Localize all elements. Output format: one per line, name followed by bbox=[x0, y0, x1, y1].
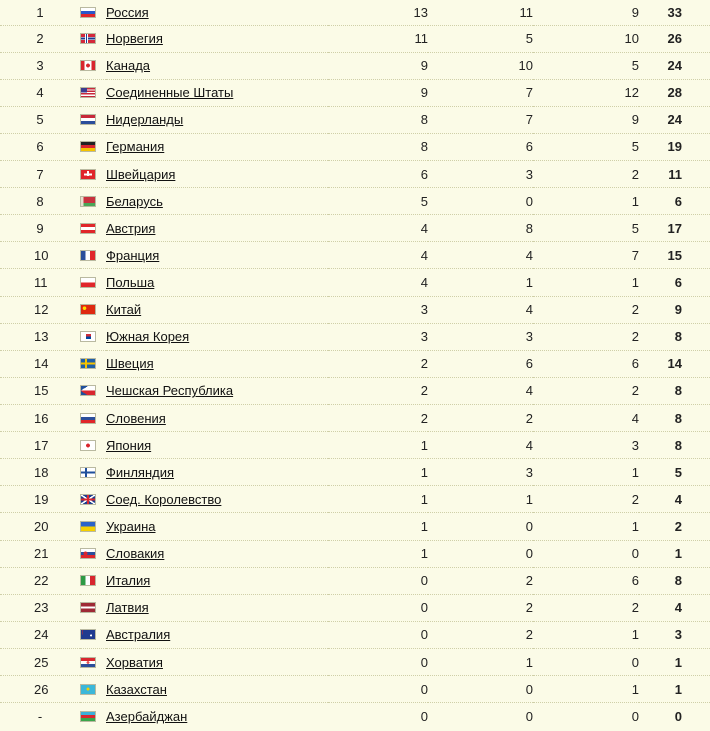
total-count: 3 bbox=[639, 621, 710, 648]
china-flag-icon bbox=[80, 304, 96, 315]
bronze-count: 0 bbox=[533, 703, 639, 730]
country-link[interactable]: Норвегия bbox=[106, 31, 163, 47]
country-cell bbox=[106, 405, 328, 432]
silver-count: 4 bbox=[428, 296, 533, 323]
sweden-flag-icon bbox=[80, 358, 96, 369]
bronze-count: 5 bbox=[533, 133, 639, 160]
bronze-count: 5 bbox=[533, 52, 639, 79]
rank-value: 14 bbox=[34, 356, 49, 372]
rank-cell bbox=[0, 432, 80, 459]
bronze-count: 1 bbox=[533, 459, 639, 486]
rank-cell bbox=[0, 649, 80, 676]
country-link[interactable]: Швейцария bbox=[106, 166, 176, 182]
silver-count: 3 bbox=[428, 161, 533, 188]
table-row bbox=[0, 133, 710, 160]
country-cell bbox=[106, 133, 328, 160]
country-link[interactable]: Австрия bbox=[106, 220, 156, 236]
total-count: 1 bbox=[639, 676, 710, 703]
rank-value: 5 bbox=[36, 112, 44, 128]
gold-count: 3 bbox=[328, 323, 428, 350]
country-cell bbox=[106, 161, 328, 188]
table-row bbox=[0, 25, 710, 52]
table-row bbox=[0, 377, 710, 404]
country-link[interactable]: Австралия bbox=[106, 627, 171, 643]
rank-value: 2 bbox=[36, 31, 44, 47]
bronze-count: 6 bbox=[533, 350, 639, 377]
rank-cell bbox=[0, 323, 80, 350]
rank-value: - bbox=[37, 709, 43, 725]
bronze-count: 2 bbox=[533, 161, 639, 188]
country-link[interactable]: Япония bbox=[106, 437, 152, 453]
table-row bbox=[0, 432, 710, 459]
rank-value: 16 bbox=[34, 410, 49, 426]
azerbaijan-flag-icon bbox=[80, 711, 96, 722]
gold-count: 1 bbox=[328, 540, 428, 567]
rank-cell bbox=[0, 486, 80, 513]
silver-count: 7 bbox=[428, 79, 533, 106]
country-link[interactable]: Канада bbox=[106, 58, 151, 74]
rank-value: 17 bbox=[34, 437, 49, 453]
silver-count: 0 bbox=[428, 540, 533, 567]
rank-value: 26 bbox=[34, 681, 49, 697]
flag-cell bbox=[80, 621, 106, 648]
silver-count: 1 bbox=[428, 486, 533, 513]
country-link[interactable]: Италия bbox=[106, 573, 151, 589]
country-link[interactable]: Нидерланды bbox=[106, 112, 184, 128]
flag-cell bbox=[80, 0, 106, 25]
gold-count: 13 bbox=[413, 4, 428, 20]
flag-cell bbox=[80, 215, 106, 242]
rank-cell bbox=[0, 0, 80, 25]
total-count: 0 bbox=[639, 703, 710, 730]
austria-flag-icon bbox=[80, 223, 96, 234]
total-count: 5 bbox=[639, 459, 710, 486]
silver-count: 0 bbox=[428, 188, 533, 215]
table-row bbox=[0, 269, 710, 296]
flag-cell bbox=[80, 296, 106, 323]
flag-cell bbox=[80, 106, 106, 133]
table-row bbox=[0, 296, 710, 323]
gold-count: 1 bbox=[328, 459, 428, 486]
latvia-flag-icon bbox=[80, 602, 96, 613]
rank-value: 12 bbox=[34, 302, 49, 318]
country-link[interactable]: Беларусь bbox=[106, 193, 163, 209]
total-count: 9 bbox=[639, 296, 710, 323]
total-count: 8 bbox=[639, 323, 710, 350]
bronze-count: 10 bbox=[533, 25, 639, 52]
country-link[interactable]: Польша bbox=[106, 275, 155, 291]
gold-count: 0 bbox=[328, 594, 428, 621]
table-row bbox=[0, 567, 710, 594]
bronze-count: 0 bbox=[533, 649, 639, 676]
silver-count: 2 bbox=[428, 594, 533, 621]
rank-cell bbox=[0, 350, 80, 377]
gold-count: 8 bbox=[328, 106, 428, 133]
bronze-count: 1 bbox=[533, 676, 639, 703]
bronze-count: 3 bbox=[533, 432, 639, 459]
japan-flag-icon bbox=[80, 440, 96, 451]
table-row bbox=[0, 323, 710, 350]
country-link[interactable]: Соединенные Штаты bbox=[106, 85, 234, 101]
silver-count: 7 bbox=[428, 106, 533, 133]
gold-count: 11 bbox=[328, 25, 428, 52]
flag-cell bbox=[80, 188, 106, 215]
table-row bbox=[0, 459, 710, 486]
silver-count: 6 bbox=[428, 133, 533, 160]
bronze-count: 2 bbox=[533, 323, 639, 350]
gold-count: 1 bbox=[328, 513, 428, 540]
rank-cell bbox=[0, 106, 80, 133]
country-cell bbox=[106, 540, 328, 567]
table-row bbox=[0, 79, 710, 106]
germany-flag-icon bbox=[80, 141, 96, 152]
norway-flag-icon bbox=[80, 33, 96, 44]
gold-count: 0 bbox=[328, 703, 428, 730]
rank-cell bbox=[0, 567, 80, 594]
silver-count: 4 bbox=[428, 377, 533, 404]
rank-cell bbox=[0, 242, 80, 269]
table-row bbox=[0, 676, 710, 703]
table-row bbox=[0, 242, 710, 269]
flag-cell bbox=[80, 432, 106, 459]
total-count: 1 bbox=[639, 540, 710, 567]
uk-flag-icon bbox=[80, 494, 96, 505]
slovakia-flag-icon bbox=[80, 548, 96, 559]
country-cell bbox=[106, 513, 328, 540]
rank-value: 4 bbox=[36, 85, 44, 101]
total-count: 19 bbox=[639, 133, 710, 160]
gold-count: 4 bbox=[328, 269, 428, 296]
silver-count: 5 bbox=[428, 25, 533, 52]
rank-cell bbox=[0, 161, 80, 188]
country-cell bbox=[106, 25, 328, 52]
kazakhstan-flag-icon bbox=[80, 684, 96, 695]
total-count: 28 bbox=[639, 79, 710, 106]
rank-value: 25 bbox=[34, 654, 49, 670]
silver-count: 0 bbox=[428, 676, 533, 703]
rank-cell bbox=[0, 25, 80, 52]
gold-count: 5 bbox=[328, 188, 428, 215]
rank-value: 1 bbox=[36, 4, 44, 20]
flag-cell bbox=[80, 52, 106, 79]
country-link[interactable]: Южная Корея bbox=[106, 329, 190, 345]
silver-count: 8 bbox=[428, 215, 533, 242]
silver-count: 2 bbox=[428, 405, 533, 432]
flag-cell bbox=[80, 594, 106, 621]
rank-cell bbox=[0, 215, 80, 242]
total-count: 6 bbox=[639, 188, 710, 215]
gold-count: 2 bbox=[328, 350, 428, 377]
flag-cell bbox=[80, 350, 106, 377]
rank-cell bbox=[0, 188, 80, 215]
country-link[interactable]: Китай bbox=[106, 302, 142, 318]
table-row bbox=[0, 649, 710, 676]
slovenia-flag-icon bbox=[80, 413, 96, 424]
country-link[interactable]: Чешская Республика bbox=[106, 383, 234, 399]
gold-count: 4 bbox=[328, 215, 428, 242]
table-row bbox=[0, 621, 710, 648]
table-row bbox=[0, 215, 710, 242]
rank-cell bbox=[0, 405, 80, 432]
rank-value: 7 bbox=[36, 166, 44, 182]
total-count: 8 bbox=[639, 405, 710, 432]
total-count: 1 bbox=[639, 649, 710, 676]
bronze-count: 1 bbox=[533, 269, 639, 296]
country-cell bbox=[106, 0, 328, 25]
gold-count: 8 bbox=[328, 133, 428, 160]
bronze-count: 4 bbox=[533, 405, 639, 432]
gold-count: 0 bbox=[328, 621, 428, 648]
total-count: 14 bbox=[639, 350, 710, 377]
total-count: 24 bbox=[639, 106, 710, 133]
total-count: 8 bbox=[639, 377, 710, 404]
table-row bbox=[0, 161, 710, 188]
total-count: 17 bbox=[639, 215, 710, 242]
gold-count: 2 bbox=[328, 405, 428, 432]
silver-count: 3 bbox=[428, 323, 533, 350]
rank-cell bbox=[0, 133, 80, 160]
country-cell bbox=[106, 649, 328, 676]
total-count: 6 bbox=[639, 269, 710, 296]
silver-count: 6 bbox=[428, 350, 533, 377]
bronze-count: 12 bbox=[533, 79, 639, 106]
flag-cell bbox=[80, 377, 106, 404]
country-link[interactable]: Хорватия bbox=[106, 654, 163, 670]
silver-count: 2 bbox=[428, 621, 533, 648]
italy-flag-icon bbox=[80, 575, 96, 586]
silver-count: 1 bbox=[428, 649, 533, 676]
table-row bbox=[0, 513, 710, 540]
total-count: 4 bbox=[639, 486, 710, 513]
bronze-count: 9 bbox=[631, 4, 639, 20]
usa-flag-icon bbox=[80, 87, 96, 98]
france-flag-icon bbox=[80, 250, 96, 261]
rank-value: 9 bbox=[36, 220, 44, 236]
country-link[interactable]: Казахстан bbox=[106, 681, 167, 697]
total-count: 33 bbox=[667, 4, 682, 20]
country-link[interactable]: Азербайджан bbox=[106, 709, 188, 725]
total-count: 26 bbox=[639, 25, 710, 52]
country-cell bbox=[106, 432, 328, 459]
country-cell bbox=[106, 703, 328, 730]
silver-count: 0 bbox=[428, 513, 533, 540]
country-link[interactable]: Россия bbox=[106, 4, 149, 20]
rank-cell bbox=[0, 621, 80, 648]
table-row bbox=[0, 188, 710, 215]
rank-cell bbox=[0, 459, 80, 486]
total-count: 8 bbox=[639, 432, 710, 459]
gold-count: 6 bbox=[328, 161, 428, 188]
bronze-count: 2 bbox=[533, 296, 639, 323]
rank-cell bbox=[0, 52, 80, 79]
rank-value: 15 bbox=[34, 383, 49, 399]
gold-count: 0 bbox=[328, 649, 428, 676]
gold-count: 3 bbox=[328, 296, 428, 323]
flag-cell bbox=[80, 513, 106, 540]
rank-cell bbox=[0, 594, 80, 621]
rank-value: 6 bbox=[36, 139, 44, 155]
total-count: 15 bbox=[639, 242, 710, 269]
bronze-count: 9 bbox=[533, 106, 639, 133]
belarus-flag-icon bbox=[80, 196, 96, 207]
rank-cell bbox=[0, 79, 80, 106]
country-link[interactable]: Латвия bbox=[106, 600, 149, 616]
flag-cell bbox=[80, 405, 106, 432]
table-row bbox=[0, 540, 710, 567]
bronze-count: 1 bbox=[533, 513, 639, 540]
gold-count: 1 bbox=[328, 486, 428, 513]
australia-flag-icon bbox=[80, 629, 96, 640]
bronze-count: 0 bbox=[533, 540, 639, 567]
gold-count: 9 bbox=[328, 79, 428, 106]
bronze-count: 5 bbox=[533, 215, 639, 242]
rank-value: 23 bbox=[34, 600, 49, 616]
country-cell bbox=[106, 296, 328, 323]
bronze-count: 2 bbox=[533, 486, 639, 513]
country-link[interactable]: Словакия bbox=[106, 546, 165, 562]
flag-cell bbox=[80, 323, 106, 350]
bronze-count: 1 bbox=[533, 188, 639, 215]
canada-flag-icon bbox=[80, 60, 96, 71]
silver-count: 10 bbox=[428, 52, 533, 79]
rank-value: 22 bbox=[34, 573, 49, 589]
silver-count: 4 bbox=[428, 432, 533, 459]
country-cell bbox=[106, 621, 328, 648]
country-cell bbox=[106, 79, 328, 106]
country-link[interactable]: Франция bbox=[106, 247, 160, 263]
silver-count: 2 bbox=[428, 567, 533, 594]
rank-value: 19 bbox=[34, 491, 49, 507]
gold-count: 0 bbox=[328, 676, 428, 703]
rank-value: 20 bbox=[34, 519, 49, 535]
poland-flag-icon bbox=[80, 277, 96, 288]
country-cell bbox=[106, 567, 328, 594]
flag-cell bbox=[80, 161, 106, 188]
silver-count: 3 bbox=[428, 459, 533, 486]
gold-count: 2 bbox=[328, 377, 428, 404]
country-cell bbox=[106, 594, 328, 621]
gold-count: 1 bbox=[328, 432, 428, 459]
country-cell bbox=[106, 377, 328, 404]
ukraine-flag-icon bbox=[80, 521, 96, 532]
table-row bbox=[0, 106, 710, 133]
table-row bbox=[0, 350, 710, 377]
country-cell bbox=[106, 350, 328, 377]
bronze-count: 6 bbox=[533, 567, 639, 594]
flag-cell bbox=[80, 25, 106, 52]
country-link[interactable]: Словения bbox=[106, 410, 166, 426]
russia-flag-icon bbox=[80, 7, 96, 18]
country-cell bbox=[106, 106, 328, 133]
silver-count: 11 bbox=[519, 4, 533, 20]
rank-value: 13 bbox=[34, 329, 49, 345]
flag-cell bbox=[80, 269, 106, 296]
country-link[interactable]: Украина bbox=[106, 519, 156, 535]
table-row bbox=[0, 486, 710, 513]
rank-cell bbox=[0, 296, 80, 323]
rank-cell bbox=[0, 377, 80, 404]
flag-cell bbox=[80, 486, 106, 513]
country-cell bbox=[106, 188, 328, 215]
switzerland-flag-icon bbox=[80, 169, 96, 180]
croatia-flag-icon bbox=[80, 657, 96, 668]
rank-value: 10 bbox=[34, 247, 49, 263]
country-cell bbox=[106, 269, 328, 296]
gold-count: 9 bbox=[328, 52, 428, 79]
rank-value: 24 bbox=[34, 627, 49, 643]
total-count: 8 bbox=[639, 567, 710, 594]
silver-count: 0 bbox=[428, 703, 533, 730]
country-link[interactable]: Германия bbox=[106, 139, 165, 155]
country-cell bbox=[106, 486, 328, 513]
rank-cell bbox=[0, 269, 80, 296]
country-cell bbox=[106, 215, 328, 242]
gold-count: 0 bbox=[328, 567, 428, 594]
country-cell bbox=[106, 242, 328, 269]
bronze-count: 2 bbox=[533, 377, 639, 404]
rank-value: 11 bbox=[34, 275, 48, 291]
rank-cell bbox=[0, 540, 80, 567]
table-row bbox=[0, 594, 710, 621]
bronze-count: 7 bbox=[533, 242, 639, 269]
silver-count: 1 bbox=[428, 269, 533, 296]
table-row bbox=[0, 703, 710, 730]
czech-flag-icon bbox=[80, 385, 96, 396]
silver-count: 4 bbox=[428, 242, 533, 269]
flag-cell bbox=[80, 459, 106, 486]
total-count: 11 bbox=[639, 161, 710, 188]
total-count: 24 bbox=[639, 52, 710, 79]
country-cell bbox=[106, 676, 328, 703]
country-link[interactable]: Соед. Королевство bbox=[106, 491, 222, 507]
flag-cell bbox=[80, 242, 106, 269]
country-link[interactable]: Финляндия bbox=[106, 464, 175, 480]
flag-cell bbox=[80, 676, 106, 703]
rank-cell bbox=[0, 513, 80, 540]
bronze-count: 1 bbox=[533, 621, 639, 648]
total-count: 4 bbox=[639, 594, 710, 621]
rank-cell bbox=[0, 676, 80, 703]
country-link[interactable]: Швеция bbox=[106, 356, 154, 372]
finland-flag-icon bbox=[80, 467, 96, 478]
country-cell bbox=[106, 323, 328, 350]
country-cell bbox=[106, 459, 328, 486]
table-row bbox=[0, 0, 710, 25]
rank-value: 3 bbox=[36, 58, 44, 74]
flag-cell bbox=[80, 649, 106, 676]
bronze-count: 2 bbox=[533, 594, 639, 621]
rank-value: 18 bbox=[34, 464, 49, 480]
flag-cell bbox=[80, 567, 106, 594]
rank-value: 21 bbox=[34, 546, 49, 562]
total-count: 2 bbox=[639, 513, 710, 540]
rank-cell bbox=[0, 703, 80, 730]
flag-cell bbox=[80, 133, 106, 160]
south-korea-flag-icon bbox=[80, 331, 96, 342]
rank-value: 8 bbox=[36, 193, 44, 209]
flag-cell bbox=[80, 79, 106, 106]
table-row bbox=[0, 405, 710, 432]
flag-cell bbox=[80, 540, 106, 567]
country-cell bbox=[106, 52, 328, 79]
table-row bbox=[0, 52, 710, 79]
flag-cell bbox=[80, 703, 106, 730]
netherlands-flag-icon bbox=[80, 114, 96, 125]
gold-count: 4 bbox=[328, 242, 428, 269]
